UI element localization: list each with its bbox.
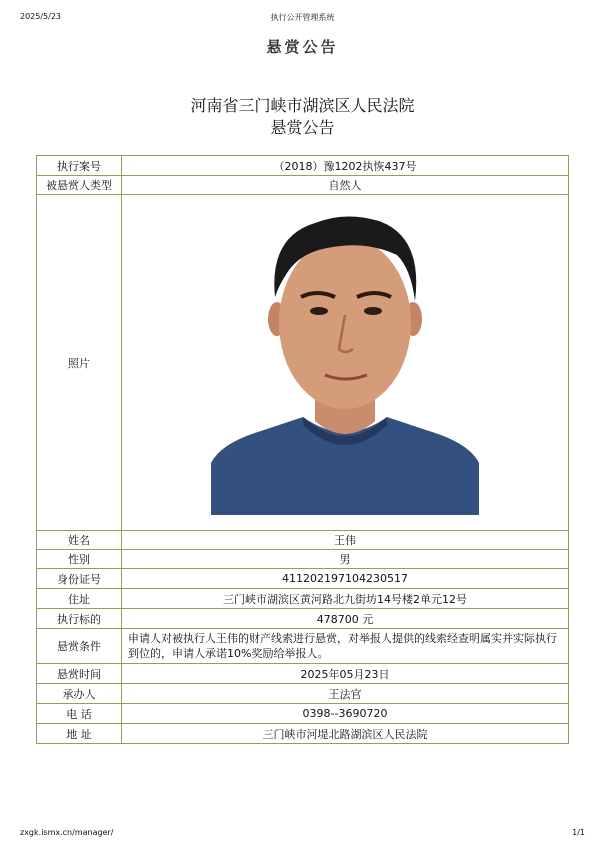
print-date: 2025/5/23 [20, 12, 62, 21]
print-header [0, 12, 605, 26]
row-phone [37, 704, 569, 724]
value-gender: 男 [122, 550, 569, 569]
row-court-address [37, 724, 569, 744]
value-case-no: （2018）豫1202执恢437号 [122, 156, 569, 176]
label-condition: 悬赏条件 [37, 629, 122, 664]
value-court-address: 三门峡市河堤北路湖滨区人民法院 [122, 724, 569, 744]
print-site-title: 执行公开管理系统 [270, 13, 335, 22]
value-person-type: 自然人 [122, 176, 569, 195]
photo-cell [122, 195, 569, 531]
row-handler [37, 684, 569, 704]
row-amount [37, 609, 569, 629]
row-photo [37, 195, 569, 531]
court-name: 河南省三门峡市湖滨区人民法院 [190, 96, 415, 115]
row-time [37, 664, 569, 684]
label-handler: 承办人 [37, 684, 122, 704]
value-name: 王伟 [122, 531, 569, 550]
row-condition [37, 629, 569, 664]
row-case-no [37, 156, 569, 176]
footer-url: zxgk.ismx.cn/manager/ [20, 828, 114, 837]
label-id-no: 身份证号 [37, 569, 122, 589]
label-person-type: 被悬赏人类型 [37, 176, 122, 195]
person-photo [211, 211, 479, 515]
label-court-address: 地 址 [37, 724, 122, 744]
label-time: 悬赏时间 [37, 664, 122, 684]
value-handler: 王法官 [122, 684, 569, 704]
notice-title: 悬赏公告 [270, 118, 335, 137]
row-id-no [37, 569, 569, 589]
label-name: 姓名 [37, 531, 122, 550]
value-amount: 478700 元 [122, 609, 569, 629]
person-photo-image [211, 211, 479, 515]
label-case-no: 执行案号 [37, 156, 122, 176]
row-gender [37, 550, 569, 569]
label-amount: 执行标的 [37, 609, 122, 629]
label-address: 住址 [37, 589, 122, 609]
footer-page-number: 1/1 [572, 828, 585, 837]
label-gender: 性别 [37, 550, 122, 569]
row-name [37, 531, 569, 550]
value-time: 2025年05月23日 [122, 664, 569, 684]
notice-table [36, 155, 569, 744]
label-phone: 电 话 [37, 704, 122, 724]
row-person-type [37, 176, 569, 195]
label-photo: 照片 [37, 195, 122, 531]
value-phone: 0398--3690720 [122, 704, 569, 724]
value-id-no: 411202197104230517 [122, 569, 569, 589]
value-condition: 申请人对被执行人王伟的财产线索进行悬赏，对举报人提供的线索经查明属实并实际执行到位的，申请人承诺10%奖励给举报人。 [122, 629, 569, 664]
row-address [37, 589, 569, 609]
banner-title: 悬赏公告 [266, 38, 339, 56]
value-address: 三门峡市湖滨区黄河路北九街坊14号楼2单元12号 [122, 589, 569, 609]
